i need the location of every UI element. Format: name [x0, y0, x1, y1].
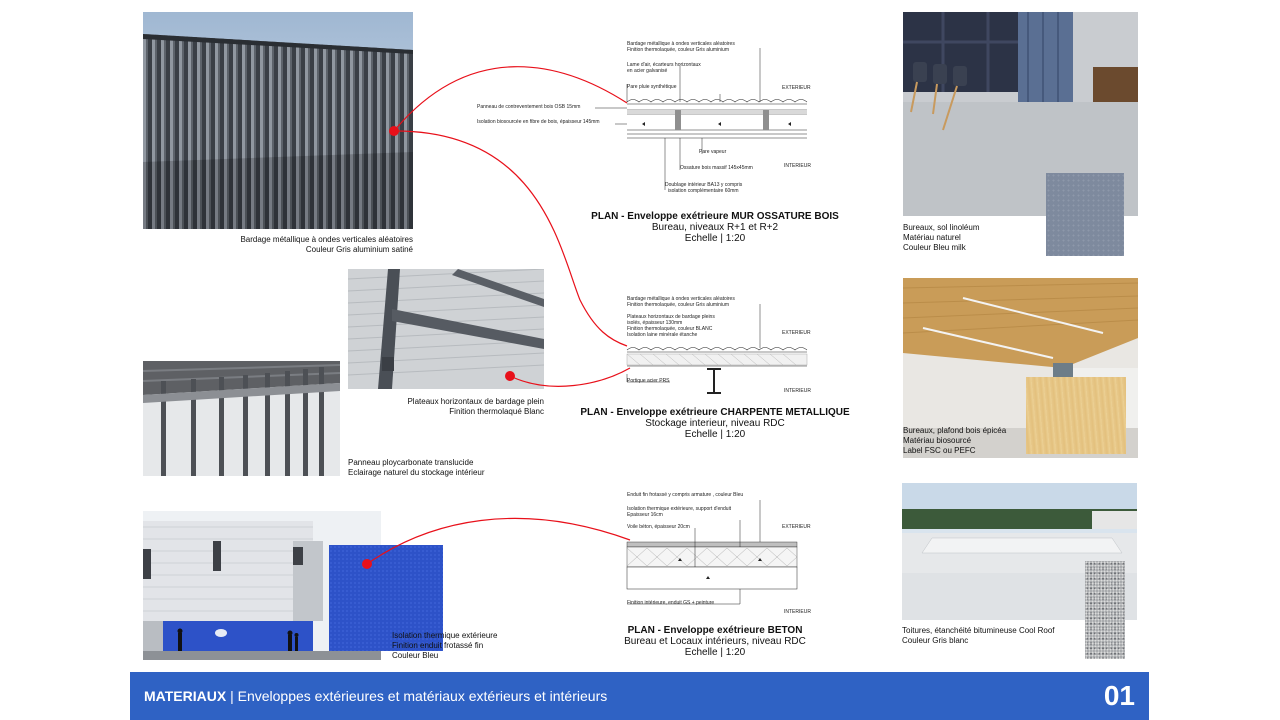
footer-bar: [130, 672, 1149, 720]
label-charpente-l4: isolés, épaisseur 130mm: [627, 320, 683, 326]
label-mur-l3: Lame d'air, écarteurs horizontaux: [627, 62, 701, 68]
label-beton-int: INTERIEUR: [784, 609, 811, 615]
footer-title: MATERIAUX | Enveloppes extérieures et matériaux extérieurs et intérieurs: [144, 688, 608, 704]
label-beton-ext: EXTERIEUR: [782, 524, 811, 530]
caption-plateaux: Plateaux horizontaux de bardage plein Finition thermolaqué Blanc: [407, 397, 544, 416]
title-beton: PLAN - Enveloppe exétrieure BETON Bureau et Locaux intérieurs, niveau RDC Echelle | 1:20: [624, 625, 806, 658]
label-mur-l5: Pare pluie synthétique: [627, 84, 677, 90]
detail-mur-ossature-bois: [470, 38, 830, 208]
detail-charpente-metallique: [600, 292, 830, 402]
detail-beton: [600, 488, 830, 620]
label-charpente-l6: Isolation laine minérale étanche: [627, 332, 698, 338]
section-drawing-charpente: [600, 292, 830, 402]
label-mur-l8: Pare vapeur: [699, 149, 727, 155]
swatch-cool-roof: [1085, 561, 1125, 659]
label-mur-l9: Ossature bois massif 145x45mm: [680, 165, 753, 171]
label-mur-l1: Bardage métallique à ondes verticales aléatoires: [627, 41, 735, 47]
label-mur-l11: isolation complémentaire 60mm: [668, 188, 739, 194]
caption-bardage: Bardage métallique à ondes verticales aléatoires Couleur Gris aluminium satiné: [240, 235, 413, 254]
label-charpente-l2: Finition thermolaquée, couleur Gris aluminium: [627, 302, 729, 308]
title-charpente-metallique: PLAN - Enveloppe exétrieure CHARPENTE METALLIQUE Stockage interieur, niveau RDC Echelle | 1:20: [580, 407, 850, 440]
caption-isolation: Isolation thermique extérieure Finition enduit frotassé fin Couleur Bleu: [392, 631, 498, 660]
label-beton-l4: Voile béton, épaisseur 20cm: [627, 524, 690, 530]
title-mur-ossature-bois: PLAN - Enveloppe exétrieure MUR OSSATURE BOIS Bureau, niveaux R+1 et R+2 Echelle | 1:20: [591, 211, 839, 244]
label-charpente-l3: Plateaux horizontaux de bardage pleins: [627, 314, 715, 320]
label-mur-int: INTERIEUR: [784, 163, 811, 169]
label-mur-l4: en acier galvanisé: [627, 68, 668, 74]
marker-isolation: [362, 559, 372, 569]
label-charpente-l1: Bardage métallique à ondes verticales aléatoires: [627, 296, 735, 302]
swatch-linoleum-bleu: [1046, 173, 1124, 256]
label-beton-l1: Enduit fin frotassé y compris armature , couleur Bleu: [627, 492, 744, 498]
label-mur-l10: Doublage intérieur BA13 y compris: [665, 182, 743, 188]
connector-isolation-beton: [367, 518, 630, 564]
caption-bureaux-sol: Bureaux, sol linoléum Matériau naturel Couleur Bleu milk: [903, 223, 980, 252]
label-mur-ext: EXTERIEUR: [782, 85, 811, 91]
caption-polycarbonate: Panneau ploycarbonate translucide Eclairage naturel du stockage intérieur: [348, 458, 485, 477]
label-mur-l7: Isolation biosourcée en fibre de bois, épaisseur 145mm: [477, 119, 600, 125]
marker-plateaux: [505, 371, 515, 381]
label-beton-l3: Epaisseur 16cm: [627, 512, 663, 518]
label-mur-l2: Finition thermolaquée, couleur Gris aluminium: [627, 47, 729, 53]
marker-bardage: [389, 126, 399, 136]
label-beton-l2: Isolation thermique extérieure, support d'enduit: [627, 506, 732, 512]
label-beton-l5: Finition intérieure, enduit GS + peinture: [627, 600, 715, 606]
label-charpente-ext: EXTERIEUR: [782, 330, 811, 336]
label-charpente-l5: Finition thermolaquée, couleur BLANC: [627, 326, 713, 332]
caption-toitures: Toitures, étanchéité bitumineuse Cool Roof Couleur Gris blanc: [902, 626, 1055, 645]
label-charpente-l7: Portique acier PRS: [627, 378, 670, 384]
page-number: 01: [1103, 680, 1135, 711]
label-mur-l6: Panneau de contreventement bois OSB 15mm: [477, 104, 581, 110]
label-charpente-int: INTERIEUR: [784, 388, 811, 394]
caption-bureaux-plafond: Bureaux, plafond bois épicéa Matériau biosourcé Label FSC ou PEFC: [903, 426, 1007, 455]
